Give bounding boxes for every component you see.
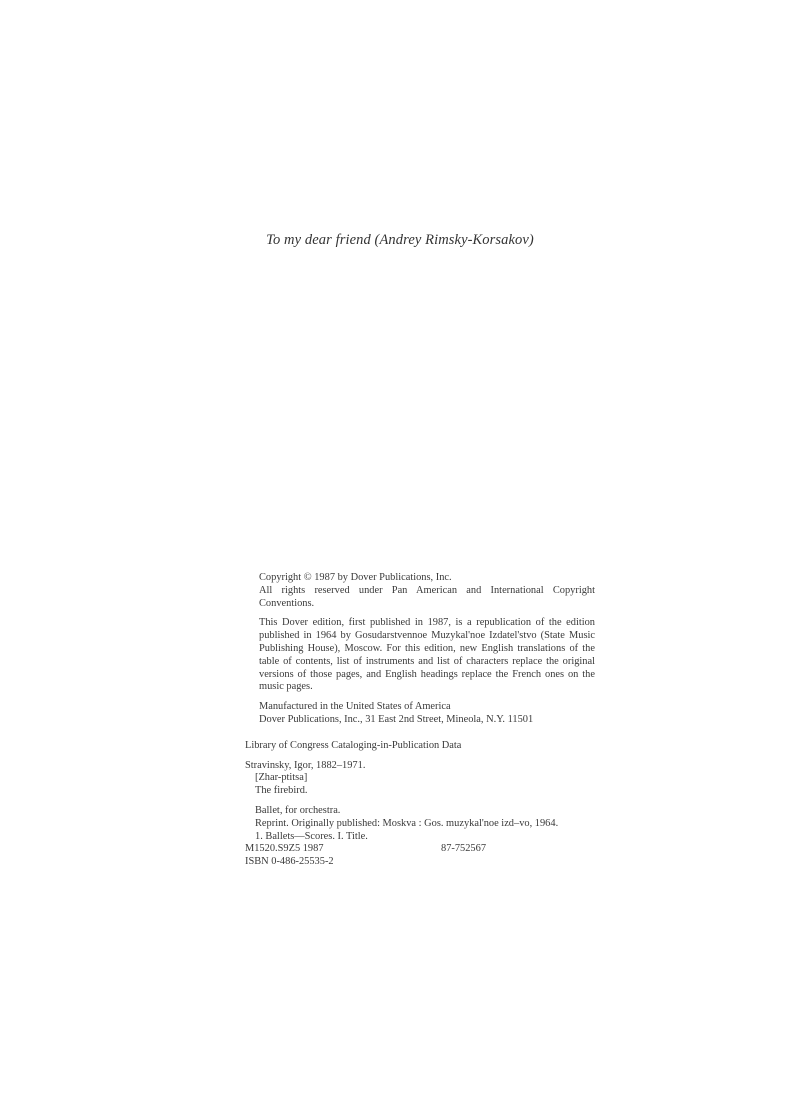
manufacture-block [259,701,595,727]
cip-call-number: M1520.S9Z5 1987 [245,843,324,855]
cip-title: The firebird. [255,785,308,797]
dedication: To my dear friend (Andrey Rimsky-Korsakov) [266,232,534,248]
cip-author: Stravinsky, Igor, 1882–1971. [245,759,366,771]
manufactured-line: Manufactured in the United States of America [259,701,451,713]
cip-note-reprint: Reprint. Originally published: Moskva : Gos. muzykal'noe izd–vo, 1964. [255,817,559,829]
edition-note-block [259,617,595,694]
cip-isbn: ISBN 0-486-25535-2 [245,856,334,868]
edition-note: This Dover edition, first published in 1987, is a republication of the edition published in 1964 by Gosudarstvennoe Muzykal'noe Izdatel'stvo (State Music Publishing House), Moscow. For this edition, new English translations of the table of contents, list of instruments and list of characters replace the original versions of those pages, and English headings replace the French ones on the music pages. [259,617,595,693]
cip-note-ballet: Ballet, for orchestra. [255,804,341,816]
colophon [245,572,595,869]
cip-data-block [245,740,590,869]
rights-reserved-line: All rights reserved under Pan American and International Copyright Conventions. [259,584,595,609]
cip-heading: Library of Congress Cataloging-in-Publication Data [245,739,462,751]
cip-call-number-row [245,843,590,856]
cip-lccn: 87-752567 [441,843,487,855]
copyright-block [259,572,595,610]
copyright-line: Copyright © 1987 by Dover Publications, Inc. [259,572,452,583]
cip-subjects: 1. Ballets—Scores. I. Title. [255,830,368,842]
cip-uniform-title: [Zhar-ptitsa] [255,772,308,784]
publisher-address: Dover Publications, Inc., 31 East 2nd Street, Mineola, N.Y. 11501 [259,713,534,725]
